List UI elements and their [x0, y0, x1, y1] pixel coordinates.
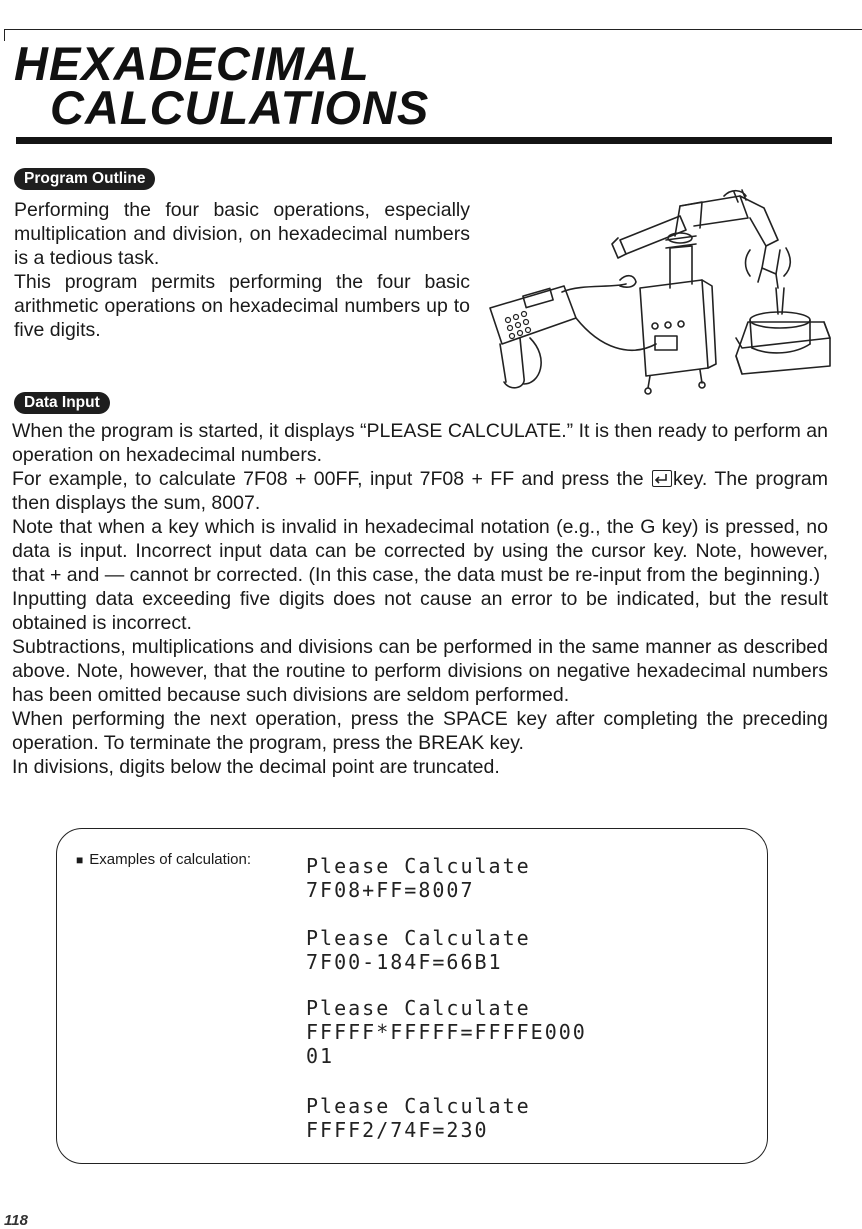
calc-1-prompt: Please Calculate	[306, 854, 531, 878]
data-input-paragraph-7: In divisions, digits below the decimal point are truncated.	[12, 756, 500, 778]
outline-text	[14, 198, 470, 342]
calc-2-prompt: Please Calculate	[306, 926, 531, 950]
data-input-paragraph-1: When the program is started, it displays “PLEASE CALCULATE.” It is then ready to perform an operation on hexadecimal numbers.	[12, 420, 828, 466]
outline-paragraph-2: This program permits performing the four basic arithmetic operations on hexadecimal numbers up to five digits.	[14, 271, 470, 341]
robot-arm-illustration	[480, 188, 836, 398]
page-title	[14, 37, 430, 134]
paragraph-2-start: For example, to calculate 7F08 + 00FF, input 7F08 + FF and press the	[12, 468, 652, 490]
data-input-paragraph-6: When performing the next operation, press the SPACE key after completing the preceding operation. To terminate the program, press the BREAK key.	[12, 708, 828, 754]
data-input-text	[12, 419, 828, 779]
data-input-paragraph-5: Subtractions, multiplications and divisions can be performed in the same manner as described above. Note, however, that the routine to perform divisions on negative hexadecimal numbers has been omitted because such divisions are seldom performed.	[12, 636, 828, 706]
calc-3-prompt: Please Calculate	[306, 996, 531, 1020]
data-input-paragraph-4: Inputting data exceeding five digits does not cause an error to be indicated, but the result obtained is incorrect.	[12, 588, 828, 634]
title-line-2: CALCULATIONS	[50, 81, 430, 134]
calc-3-result: FFFFF*FFFFF=FFFFE000	[306, 1020, 587, 1044]
program-outline-heading: Program Outline	[14, 168, 155, 190]
title-underline	[16, 137, 832, 144]
examples-label	[76, 851, 251, 868]
outline-paragraph-1: Performing the four basic operations, especially multiplication and division, on hexadecimal numbers is a tedious task.	[14, 199, 470, 269]
data-input-paragraph-3: Note that when a key which is invalid in hexadecimal notation (e.g., the G key) is pressed, no data is input. Incorrect input data can be corrected by using the cursor key. Note, however, that + and — cannot br corrected. (In this case, the data must be re-input from the beginning.)	[12, 516, 828, 586]
page-number: 118	[4, 1212, 28, 1229]
data-input-heading: Data Input	[14, 392, 110, 414]
data-input-paragraph-2	[12, 467, 828, 515]
calc-1-result: 7F08+FF=8007	[306, 878, 475, 902]
paragraph-2-end: key. The program then displays the sum, 8007.	[12, 468, 828, 514]
examples-label-text: Examples of calculation:	[89, 851, 251, 868]
calc-2-result: 7F00-184F=66B1	[306, 950, 503, 974]
calc-3-result-continued: 01	[306, 1044, 335, 1068]
calc-4-prompt: Please Calculate	[306, 1094, 531, 1118]
bullet-icon: ■	[76, 853, 84, 867]
calc-4-result: FFFF2/74F=230	[306, 1118, 489, 1142]
enter-key-icon	[652, 470, 672, 487]
title-line-1: HEXADECIMAL	[14, 37, 370, 90]
